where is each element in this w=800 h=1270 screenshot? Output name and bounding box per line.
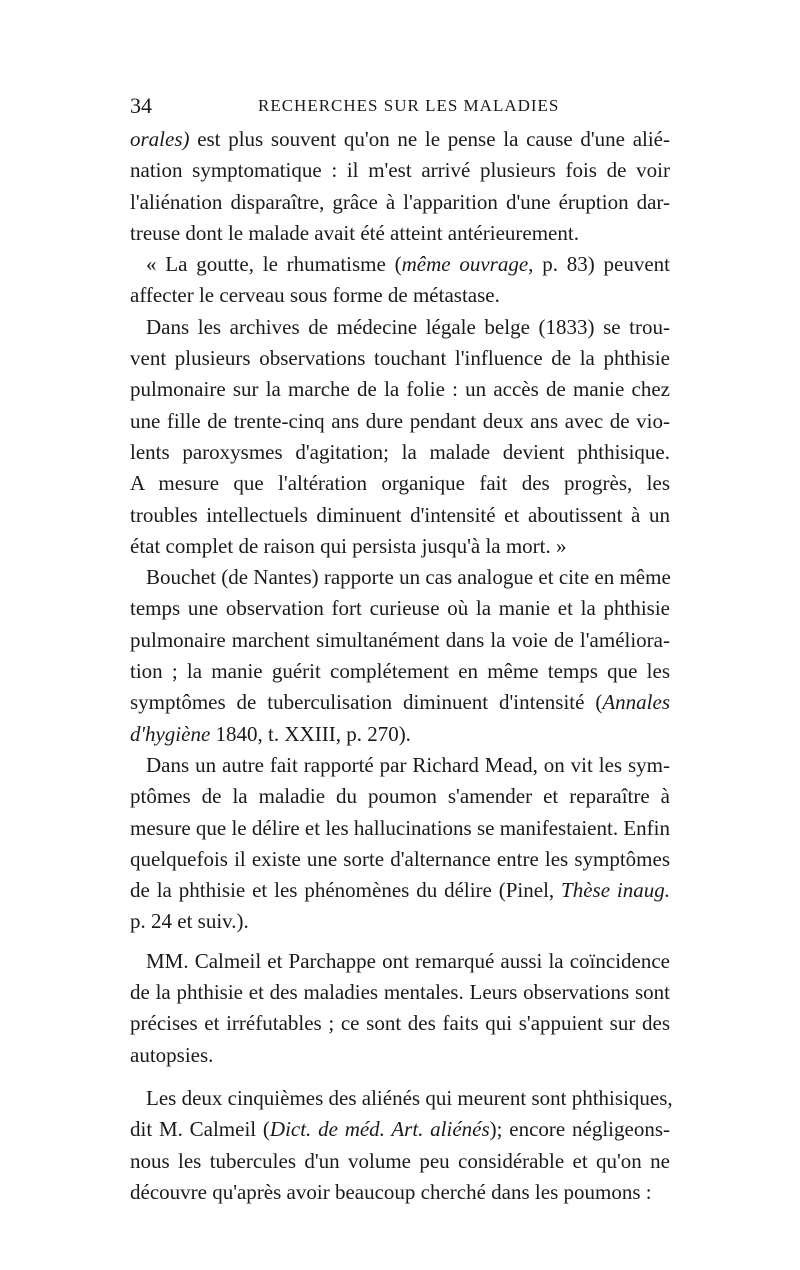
text-run: tion ; la manie guérit complétement en même temps que les — [130, 659, 670, 684]
paragraph — [130, 1083, 673, 1208]
text-run: temps une observation fort curieuse où la manie et la phthisie — [130, 596, 670, 621]
text-line — [130, 124, 670, 155]
text-run: symptômes de tuberculisation diminuent d'intensité ( — [130, 690, 603, 715]
text-run: 1840, t. XXIII, p. 270). — [210, 721, 411, 746]
text-line — [130, 343, 670, 374]
text-run: nous les tubercules d'un volume peu considérable et qu'on ne — [130, 1148, 670, 1173]
running-head — [130, 92, 670, 120]
text-run: p. 24 et suiv.). — [130, 909, 249, 934]
text-line — [130, 844, 670, 875]
text-run: dit M. Calmeil ( — [130, 1117, 270, 1142]
italic-text: Annales — [602, 690, 670, 715]
text-run: l'aliénation disparaître, grâce à l'apparition d'une éruption dar- — [130, 189, 670, 214]
italic-text: orales) — [130, 127, 190, 151]
text-run: nation symptomatique : il m'est arrivé plusieurs fois de voir — [130, 158, 670, 183]
text-run: treuse dont le malade avait été atteint antérieurement. — [130, 220, 579, 245]
text-line — [130, 593, 670, 624]
paragraph — [130, 946, 670, 1071]
text-run: Les deux cinquièmes des aliénés qui meurent sont phthisiques, — [146, 1085, 673, 1110]
paragraph — [130, 249, 670, 312]
text-line — [130, 719, 670, 750]
text-line — [130, 249, 670, 280]
text-line — [130, 437, 670, 468]
text-line — [130, 1083, 673, 1114]
italic-text: d'hygiène — [130, 721, 211, 746]
paragraph — [130, 750, 670, 938]
text-run: pulmonaire sur la marche de la folie : un accès de manie chez — [130, 377, 670, 402]
text-line — [130, 280, 670, 311]
page-number: 34 — [130, 93, 152, 118]
text-run: ); encore négligeons- — [489, 1117, 670, 1142]
text-line — [130, 500, 670, 531]
text-line — [130, 562, 670, 593]
text-line — [130, 187, 670, 218]
text-line — [130, 813, 670, 844]
text-run: de la phthisie et les phénomènes du délire (Pinel, — [130, 878, 562, 903]
text-line — [130, 875, 670, 906]
text-run: découvre qu'après avoir beaucoup cherché dans les poumons : — [130, 1179, 652, 1204]
text-line — [130, 1008, 670, 1039]
text-line — [130, 218, 670, 249]
text-run: MM. Calmeil et Parchappe ont remarqué aussi la coïncidence — [146, 948, 670, 973]
text-line — [130, 312, 670, 343]
text-line — [130, 750, 670, 781]
text-line — [130, 374, 670, 405]
running-title: RECHERCHES SUR LES MALADIES — [258, 96, 560, 115]
body-text — [130, 124, 673, 1208]
text-line — [130, 977, 670, 1008]
text-run: « La goutte, le rhumatisme ( — [146, 252, 402, 277]
paragraph — [130, 124, 670, 249]
text-run: une fille de trente-cinq ans dure pendant deux ans avec de vio- — [130, 408, 670, 433]
text-line — [130, 687, 670, 718]
text-line — [130, 906, 670, 937]
text-line — [130, 1177, 670, 1208]
text-line — [130, 1146, 670, 1177]
text-run: , p. 83) peuvent — [528, 252, 670, 277]
text-run: Dans les archives de médecine légale belge (1833) se trou- — [146, 314, 670, 339]
text-run: troubles intellectuels diminuent d'intensité et aboutissent à un — [130, 502, 670, 527]
text-run: pulmonaire marchent simultanément dans la voie de l'améliora- — [130, 627, 670, 652]
text-run: précises et irréfutables ; ce sont des faits qui s'appuient sur des — [130, 1011, 670, 1036]
text-run: lents paroxysmes d'agitation; la malade devient phthisique. — [130, 439, 670, 464]
italic-text: même ouvrage — [401, 252, 529, 277]
text-run: Bouchet (de Nantes) rapporte un cas analogue et cite en même — [146, 565, 671, 590]
text-line — [130, 155, 670, 186]
text-run: mesure que le délire et les hallucinations se manifestaient. Enfin — [130, 815, 670, 840]
text-line — [130, 656, 670, 687]
text-line — [130, 1040, 670, 1071]
text-line — [130, 781, 670, 812]
text-line — [130, 625, 670, 656]
italic-text: Dict. de méd. Art. aliénés — [269, 1117, 490, 1142]
text-line — [130, 531, 670, 562]
text-run: affecter le cerveau sous forme de métastase. — [130, 283, 500, 308]
text-run: vent plusieurs observations touchant l'influence de la phthisie — [130, 346, 670, 371]
text-run: quelquefois il existe une sorte d'alternance entre les symptômes — [130, 846, 670, 871]
text-run: état complet de raison qui persista jusqu'à la mort. » — [130, 533, 567, 558]
italic-text: Thèse inaug. — [561, 878, 671, 903]
text-line — [130, 406, 670, 437]
paragraph — [130, 562, 670, 750]
text-run: A mesure que l'altération organique fait des progrès, les — [130, 471, 670, 496]
text-run: ptômes de la maladie du poumon s'amender et reparaître à — [130, 784, 670, 809]
text-run: est plus souvent qu'on ne le pense la cause d'une alié- — [189, 127, 670, 151]
text-run: autopsies. — [130, 1042, 214, 1067]
text-run: Dans un autre fait rapporté par Richard Mead, on vit les sym- — [146, 752, 670, 777]
paragraph — [130, 312, 670, 562]
text-line — [130, 468, 670, 499]
text-line — [130, 1114, 670, 1145]
text-run: de la phthisie et des maladies mentales. Leurs observations sont — [130, 980, 670, 1005]
text-line — [130, 946, 670, 977]
